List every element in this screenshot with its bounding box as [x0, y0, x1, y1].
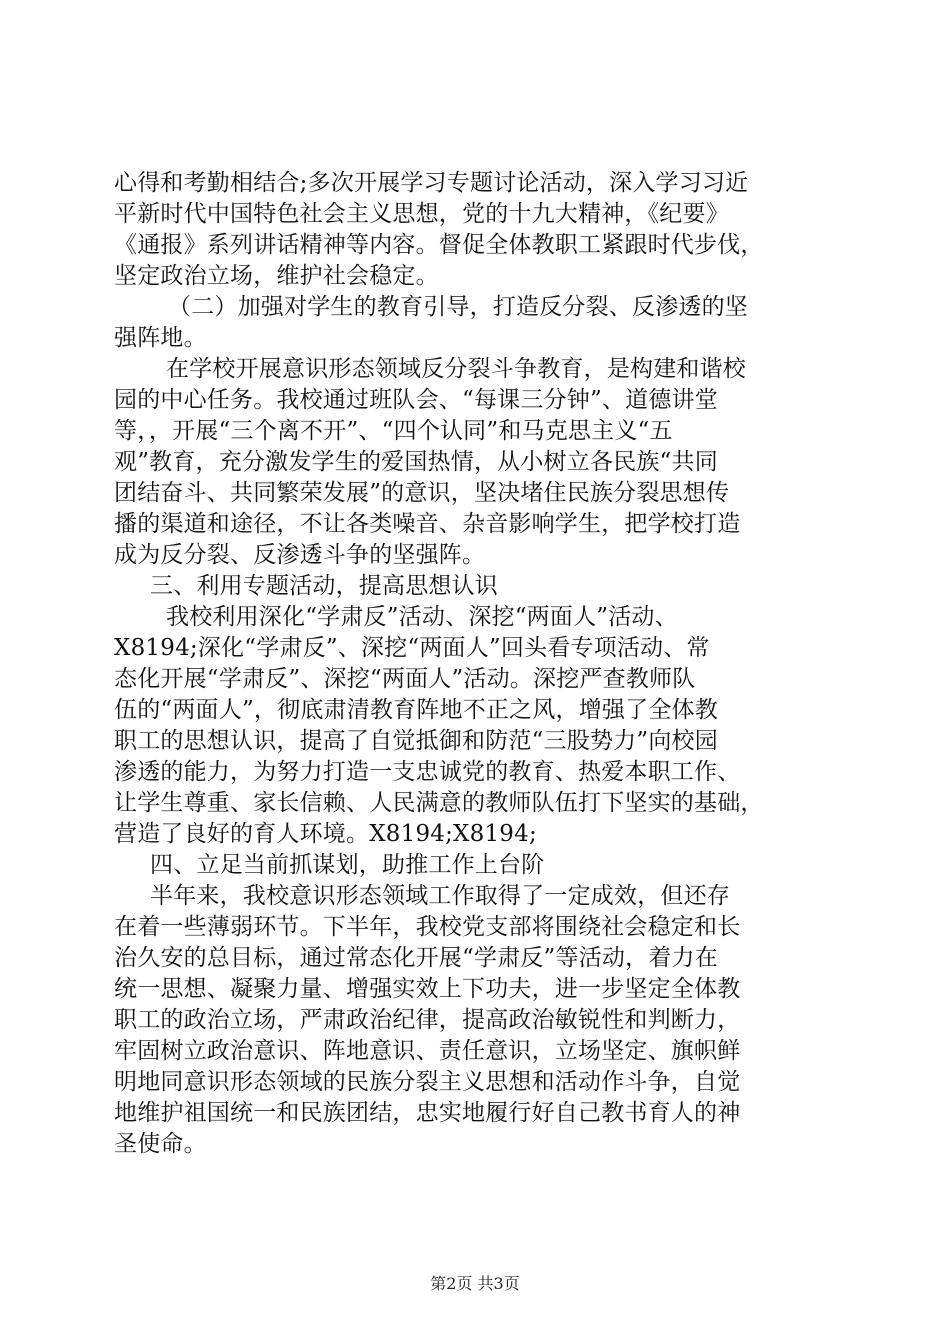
- paragraph-start-line: 半年来，我校意识形态领域工作取得了一定成效，但还存: [150, 883, 730, 909]
- body-line: 等，，开展“三个离不开”、“四个认同”和马克思主义“五: [114, 418, 673, 444]
- body-line: 成为反分裂、反渗透斗争的坚强阵。: [114, 542, 486, 568]
- body-line: 职工的思想认识，提高了自觉抵御和防范“三股势力”向校园: [114, 728, 718, 754]
- body-line: 《通报》系列讲话精神等内容。督促全体教职工紧跟时代步伐，: [114, 232, 764, 258]
- paragraph-start-line: 在学校开展意识形态领域反分裂斗争教育，是构建和谐校: [166, 356, 746, 382]
- page-number-footer: 第2页 共3页: [430, 1274, 520, 1293]
- document-body: [114, 168, 839, 1160]
- body-line: 坚定政治立场，维护社会稳定。: [114, 263, 439, 289]
- body-line: 在着一些薄弱环节。下半年，我校党支部将围绕社会稳定和长: [114, 914, 741, 940]
- body-line: 园的中心任务。我校通过班队会、“每课三分钟”、道德讲堂: [114, 387, 718, 413]
- paragraph-start-line: 我校利用深化“学肃反”活动、深挖“两面人”活动、: [166, 604, 678, 630]
- body-line: 观”教育，充分激发学生的爱国热情，从小树立各民族“共同: [114, 449, 718, 475]
- body-line: 治久安的总目标，通过常态化开展“学肃反”等活动，着力在: [114, 945, 718, 971]
- body-line: 地维护祖国统一和民族团结，忠实地履行好自己教书育人的神: [114, 1100, 741, 1126]
- body-line: 统一思想、凝聚力量、增强实效上下功夫，进一步坚定全体教: [114, 976, 741, 1002]
- body-line: 营造了良好的育人环境。X8194;X8194;: [114, 821, 537, 847]
- body-line: 伍的“两面人”，彻底肃清教育阵地不正之风，增强了全体教: [114, 697, 718, 723]
- body-line: 明地同意识形态领域的民族分裂主义思想和活动作斗争，自觉: [114, 1069, 741, 1095]
- section-heading: 四、立足当前抓谋划，助推工作上台阶: [150, 852, 545, 878]
- body-line: 态化开展“学肃反”、深挖“两面人”活动。深挖严查教师队: [114, 666, 696, 692]
- body-line: 强阵地。: [114, 325, 207, 351]
- body-line: 让学生尊重、家长信赖、人民满意的教师队伍打下坚实的基础，: [114, 790, 764, 816]
- body-line: 职工的政治立场，严肃政治纪律，提高政治敏锐性和判断力，: [114, 1007, 741, 1033]
- body-line: 心得和考勤相结合;多次开展学习专题讨论活动，深入学习习近: [114, 170, 749, 196]
- body-line: 播的渠道和途径，不让各类噪音、杂音影响学生，把学校打造: [114, 511, 741, 537]
- body-line: 渗透的能力，为努力打造一支忠诚党的教育、热爱本职工作、: [114, 759, 741, 785]
- section-heading: 三、利用专题活动，提高思想认识: [150, 573, 498, 599]
- body-line: 团结奋斗、共同繁荣发展”的意识，坚决堵住民族分裂思想传: [114, 480, 730, 506]
- body-line: 牢固树立政治意识、阵地意识、责任意识，立场坚定、旗帜鲜: [114, 1038, 741, 1064]
- body-line: 平新时代中国特色社会主义思想，党的十九大精神，《纪要》: [114, 201, 729, 227]
- body-line: X8194;深化“学肃反”、深挖“两面人”回头看专项活动、常: [114, 635, 710, 661]
- body-line: 圣使命。: [114, 1131, 207, 1157]
- section-subheading: （二）加强对学生的教育引导，打造反分裂、反渗透的坚: [168, 294, 748, 320]
